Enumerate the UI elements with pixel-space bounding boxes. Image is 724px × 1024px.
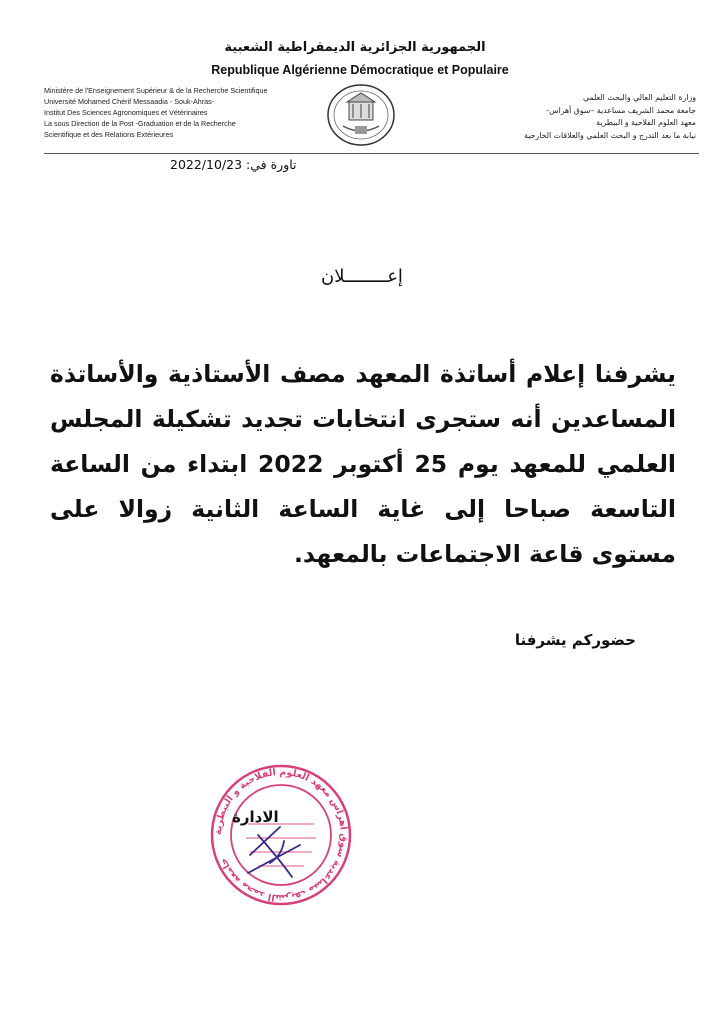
- signature-label: الادارة: [232, 808, 279, 826]
- department-ar: نيابة ما بعد التدرج و البحث العلمي والعلاقات الخارجية: [524, 130, 696, 140]
- republic-title-ar: الجمهورية الجزائرية الديمقراطية الشعبية: [224, 40, 486, 55]
- date-value: 2022/10/23: [170, 157, 243, 172]
- department-fr-line2: Scientifique et des Relations Extérieures: [44, 130, 174, 139]
- ministry-fr: Ministère de l'Enseignement Supérieur & de la Recherche Scientifique: [44, 86, 268, 95]
- university-ar: جامعة محمد الشريف مساعدية –سوق أهراس-: [546, 105, 696, 115]
- university-logo: [325, 82, 397, 148]
- date-line: [170, 157, 297, 172]
- department-fr-line1: La sous Direction de la Post -Graduation et de la Recherche: [44, 119, 236, 128]
- handwritten-signature: [240, 815, 310, 885]
- institution-block-ar: [406, 92, 696, 142]
- ministry-ar: وزارة التعليم العالي والبحث العلمي: [582, 93, 696, 102]
- date-label: تاورة في:: [246, 157, 297, 172]
- header-divider: [44, 153, 699, 154]
- institute-fr: Institut Des Sciences Agronomiques et Vétérinaires: [44, 108, 208, 117]
- announcement-title: إعــــــــلان: [321, 266, 403, 287]
- announcement-body: يشرفنا إعلام أساتذة المعهد مصف الأستاذية والأساتذة المساعدين أنه ستجرى انتخابات تجديد تشكيلة المجلس العلمي للمعهد يوم 25 أكتوبر 2022 ابتداء من الساعة التاسعة صباحا إلى غاية الساعة الثانية زوالا على مستوى قاعة الاجتماعات بالمعهد.: [50, 360, 676, 568]
- institute-ar: معهد العلوم الفلاحية و البيطرية: [596, 118, 696, 127]
- university-fr: Université Mohamed Chérif Messaadia - Souk-Ahras-: [44, 97, 215, 106]
- republic-title-fr: Republique Algérienne Démocratique et Populaire: [211, 63, 509, 77]
- institution-block-fr: [44, 85, 314, 140]
- stamp-ring-text: جامعة محمد الشريف مساعدية سوق أهراس معهد العلوم الفلاحية و البيطرية: [212, 766, 350, 904]
- closing-line: حضوركم يشرفنا: [514, 631, 636, 649]
